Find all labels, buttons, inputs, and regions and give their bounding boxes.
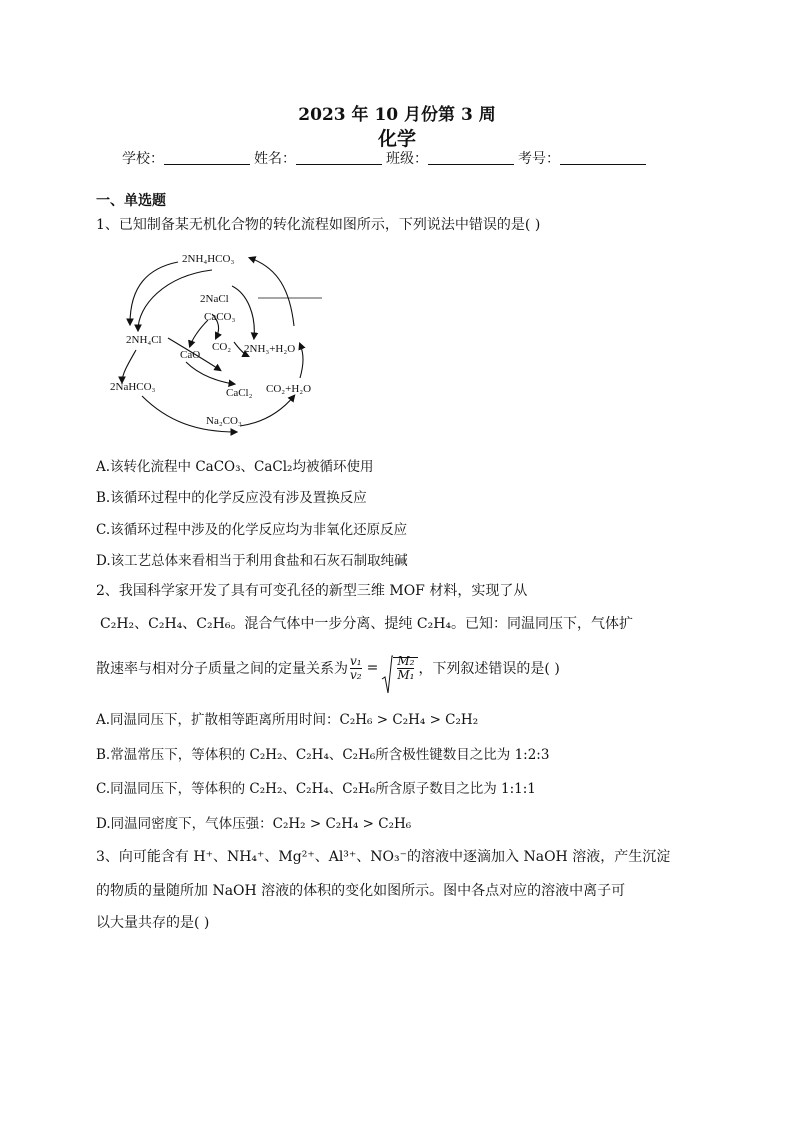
mass-numerator: M₂ [397,653,415,668]
q2-option-a[interactable]: A.同温同压下，扩散相等距离所用时间：C₂H₆ > C₂H₄ > C₂H₂ [96,712,479,728]
q1-option-a[interactable]: A.该转化流程中 CaCO₃、CaCl₂均被循环使用 [96,459,374,475]
q3-stem-line-1: 3、向可能含有 H⁺、NH₄⁺、Mg²⁺、Al³⁺、NO₃⁻的溶液中逐滴加入 NaOH 溶液，产生沉淀 [96,849,671,865]
exam-number-blank[interactable] [560,150,646,165]
school-blank[interactable] [164,150,250,165]
label-co2: CO₂ [212,341,232,353]
arrow-na2co3-to-co2h2o [240,396,294,426]
student-info-row [122,148,650,168]
name-blank[interactable] [296,150,382,165]
exam-title: 2023 年 10 月份第 3 周 [298,105,496,125]
label-2nacl: 2NaCl [200,293,229,305]
radical-sign-icon [381,655,393,695]
q3-stem-line-2: 的物质的量随所加 NaOH 溶液的体积的变化如图所示。图中各点对应的溶液中离子可 [96,883,626,899]
q1-option-d[interactable]: D.该工艺总体来看相当于利用食盐和石灰石制取纯碱 [96,553,408,569]
exam-number-label: 考号： [518,151,560,167]
class-blank[interactable] [428,150,514,165]
q3-stem-line-3: 以大量共存的是( ) [96,915,210,931]
q1-option-b[interactable]: B.该循环过程中的化学反应没有涉及置换反应 [96,490,367,506]
name-label: 姓名： [254,151,296,167]
label-2nh4hco3: 2NH₄HCO₃ [182,253,235,265]
arrow-nacl-loop [232,286,254,338]
label-co2h2o: CO₂+H₂O [266,383,312,395]
q2-line3-suffix: ，下列叙述错误的是( ) [418,661,560,677]
school-label: 学校： [122,151,164,167]
label-2nh4cl: 2NH₄Cl [126,334,162,346]
q2-stem-line-2: C₂H₂、C₂H₄、C₂H₆。混合气体中一步分离、提纯 C₂H₄。已知：同温同压下，气体扩 [100,616,634,632]
label-cao: CaO [180,349,201,361]
q2-stem-line-1: 2、我国科学家开发了具有可变孔径的新型三维 MOF 材料，实现了从 [96,583,528,599]
q2-option-c[interactable]: C.同温同压下，等体积的 C₂H₂、C₂H₄、C₂H₆所含原子数目之比为 1:1:1 [96,781,536,797]
q1-stem: 1、已知制备某无机化合物的转化流程如图所示，下列说法中错误的是( ) [96,217,541,233]
label-2nahco3: 2NaHCO₃ [110,381,156,393]
arrow-co2h2o-to-nh3h2o [300,344,303,378]
q1-option-c[interactable]: C.该循环过程中涉及的化学反应均为非氧化还原反应 [96,522,408,538]
label-caco3: CaCO₃ [204,311,236,323]
class-label: 班级： [386,151,428,167]
rate-fraction [350,655,362,682]
arrow-nh3h2o-to-nh4hco3 [250,258,294,326]
arrow-cao-to-cacl2 [186,362,234,384]
arrow-nh4hco3-to-nh4cl [130,262,178,324]
rate-denominator: v₂ [350,667,362,682]
q2-option-b[interactable]: B.常温常压下，等体积的 C₂H₂、C₂H₄、C₂H₆所含极性键数目之比为 1:2:3 [96,747,550,763]
label-cacl2: CaCl₂ [226,387,253,399]
mass-denominator: M₁ [397,667,415,682]
section-heading: 一、单选题 [96,193,166,209]
label-na2co3: Na₂CO₃ [206,415,242,427]
rate-numerator: v₁ [350,653,362,668]
q2-line3-prefix: 散速率与相对分子质量之间的定量关系为 [96,661,348,677]
arrow-nh4cl-to-nahco3 [122,350,136,382]
arrow-caco3-to-cao [190,320,208,346]
conversion-flow-diagram [108,246,338,438]
q2-stem-line-3: 散速率与相对分子质量之间的定量关系为 $\frac{\text{v₁}}{\text{v₂}}$ = $\frac{\text{M₂}}{\text{M₁}}$ ，下列叙述错误的是( ) [96,646,560,690]
mass-fraction [397,655,414,682]
label-2nh3h2o: 2NH₃+H₂O [244,343,296,355]
sqrt-mass-ratio [381,655,418,682]
subject-title: 化学 [377,128,416,150]
q2-option-d[interactable]: D.同温同密度下，气体压强：C₂H₂ > C₂H₄ > C₂H₆ [96,816,412,832]
